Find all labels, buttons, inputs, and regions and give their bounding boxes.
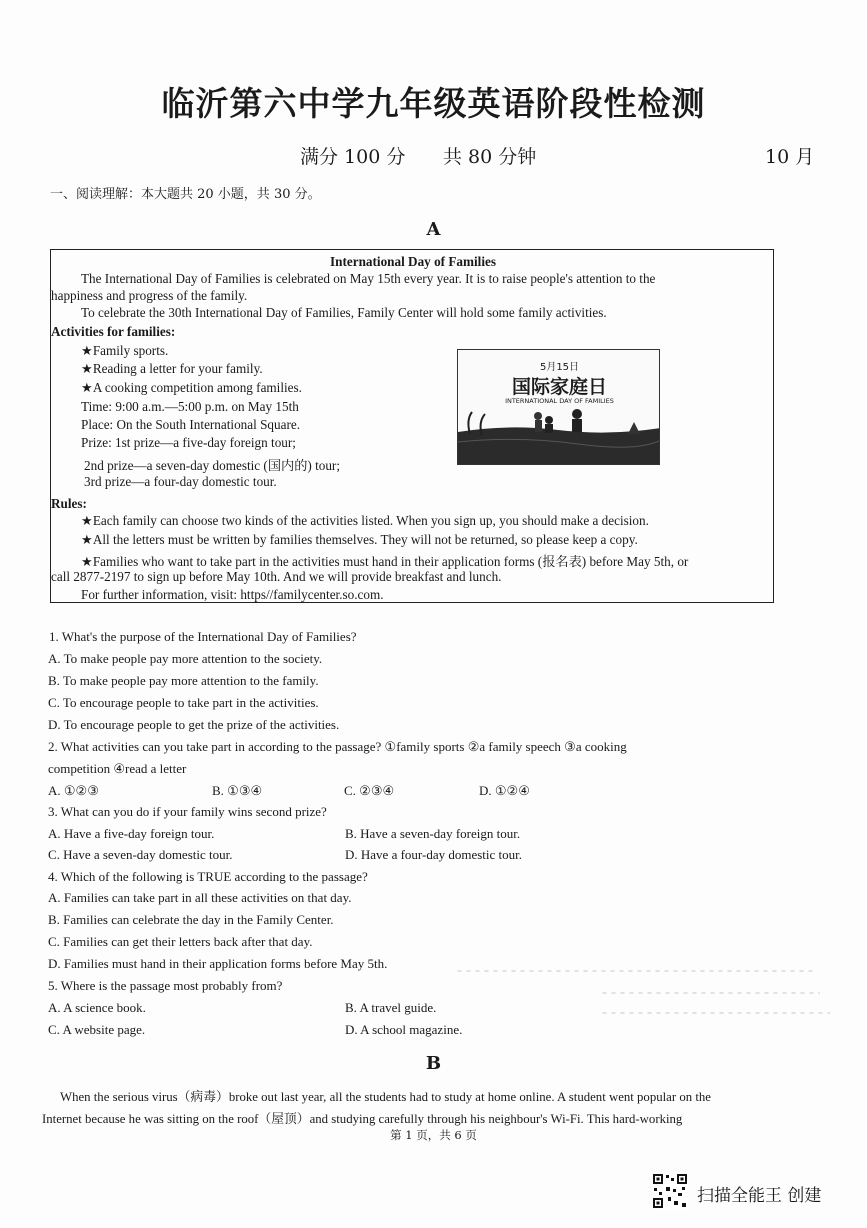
exam-month: 10 月 bbox=[765, 146, 815, 168]
question-3: 3. What can you do if your family wins second prize? bbox=[48, 804, 327, 819]
q3-option-c: C. Have a seven-day domestic tour. bbox=[48, 847, 233, 862]
q1-option-b: B. To make people pay more attention to the family. bbox=[48, 673, 319, 688]
q5-option-b: B. A travel guide. bbox=[345, 1000, 437, 1015]
passage-line: ★All the letters must be written by families themselves. They will not be returned, so please keep a copy. bbox=[81, 532, 638, 547]
passage-line: 2nd prize—a seven-day domestic (国内的) tour; bbox=[84, 458, 340, 473]
passage-line: Place: On the South International Square. bbox=[81, 417, 301, 432]
q5-option-c: C. A website page. bbox=[48, 1022, 146, 1037]
passage-line: The International Day of Families is celebrated on May 15th every year. It is to raise people's attention to the bbox=[81, 271, 656, 286]
question-5: 5. Where is the passage most probably from? bbox=[48, 978, 283, 993]
passage-line: Rules: bbox=[51, 496, 87, 511]
q2-option-a: A. ①②③ bbox=[48, 783, 99, 798]
qr-code-icon bbox=[652, 1173, 688, 1209]
q4-option-c: C. Families can get their letters back after that day. bbox=[48, 934, 313, 949]
section-heading: 一、阅读理解：本大题共 20 小题，共 30 分。 bbox=[50, 187, 321, 202]
question-4: 4. Which of the following is TRUE according to the passage? bbox=[48, 869, 368, 884]
passage-line: 3rd prize—a four-day domestic tour. bbox=[84, 474, 277, 489]
q4-option-d: D. Families must hand in their application forms before May 5th. bbox=[48, 956, 388, 971]
passage-line: ★Family sports. bbox=[81, 343, 169, 358]
question-1: 1. What's the purpose of the International Day of Families? bbox=[49, 629, 357, 644]
q3-option-b: B. Have a seven-day foreign tour. bbox=[345, 826, 521, 841]
passage-line: To celebrate the 30th International Day of Families, Family Center will hold some family activities. bbox=[81, 305, 607, 320]
q1-option-a: A. To make people pay more attention to the society. bbox=[48, 651, 323, 666]
passage-line: Activities for families: bbox=[51, 324, 176, 339]
passage-line: ★A cooking competition among families. bbox=[81, 380, 302, 395]
page-number: 第 1 页，共 6 页 bbox=[390, 1128, 477, 1142]
scan-noise bbox=[455, 970, 815, 972]
q4-option-a: A. Families can take part in all these activities on that day. bbox=[48, 890, 352, 905]
question-2-cont: competition ④read a letter bbox=[48, 761, 187, 776]
q2-option-d: D. ①②④ bbox=[479, 783, 530, 798]
q4-option-b: B. Families can celebrate the day in the Family Center. bbox=[48, 912, 334, 927]
q3-option-d: D. Have a four-day domestic tour. bbox=[345, 847, 522, 862]
q5-option-a: A. A science book. bbox=[48, 1000, 146, 1015]
passage-line: Time: 9:00 a.m.—5:00 p.m. on May 15th bbox=[81, 399, 299, 414]
passage-b-label: B bbox=[425, 1053, 442, 1074]
scanner-watermark: 扫描全能王 创建 bbox=[697, 1186, 822, 1206]
question-2: 2. What activities can you take part in according to the passage? ①family sports ②a family speech ③a cooking bbox=[48, 739, 627, 754]
full-marks: 满分 100 分 bbox=[300, 146, 406, 168]
poster-date: 5月15日 bbox=[539, 362, 580, 373]
box-title: International Day of Families bbox=[330, 254, 496, 269]
q3-option-a: A. Have a five-day foreign tour. bbox=[48, 826, 215, 841]
passage-line: ★Reading a letter for your family. bbox=[81, 361, 263, 376]
passage-a-box bbox=[50, 249, 774, 603]
exam-time: 共 80 分钟 bbox=[443, 146, 537, 168]
scan-noise bbox=[600, 1012, 830, 1014]
passage-line: happiness and progress of the family. bbox=[51, 288, 248, 303]
scan-noise bbox=[600, 992, 820, 994]
passage-b-line: When the serious virus（病毒）broke out last year, all the students had to study at home online. A student went popular on the bbox=[60, 1090, 711, 1104]
q1-option-c: C. To encourage people to take part in the activities. bbox=[48, 695, 319, 710]
passage-line: ★Families who want to take part in the activities must hand in their application forms (报名表) before May 5th, or bbox=[81, 554, 689, 569]
passage-a-label: A bbox=[426, 219, 441, 240]
passage-line: For further information, visit: https//familycenter.so.com. bbox=[81, 587, 384, 602]
poster-en-title: INTERNATIONAL DAY OF FAMILIES bbox=[505, 397, 614, 405]
q5-option-d: D. A school magazine. bbox=[345, 1022, 463, 1037]
q2-option-b: B. ①③④ bbox=[212, 783, 263, 798]
passage-line: call 2877-2197 to sign up before May 10th. And we will provide breakfast and lunch. bbox=[51, 569, 502, 584]
passage-line: Prize: 1st prize—a five-day foreign tour; bbox=[81, 435, 296, 450]
passage-line: ★Each family can choose two kinds of the activities listed. When you sign up, you should make a decision. bbox=[81, 513, 649, 528]
passage-b-line: Internet because he was sitting on the roof（屋顶）and studying carefully through his neighbour's Wi-Fi. This hard-working bbox=[42, 1112, 683, 1126]
poster-cn-title: 国际家庭日 bbox=[511, 376, 607, 398]
families-day-poster bbox=[457, 349, 660, 465]
exam-title: 临沂第六中学九年级英语阶段性检测 bbox=[161, 84, 706, 123]
q2-option-c: C. ②③④ bbox=[344, 783, 395, 798]
q1-option-d: D. To encourage people to get the prize of the activities. bbox=[48, 717, 340, 732]
